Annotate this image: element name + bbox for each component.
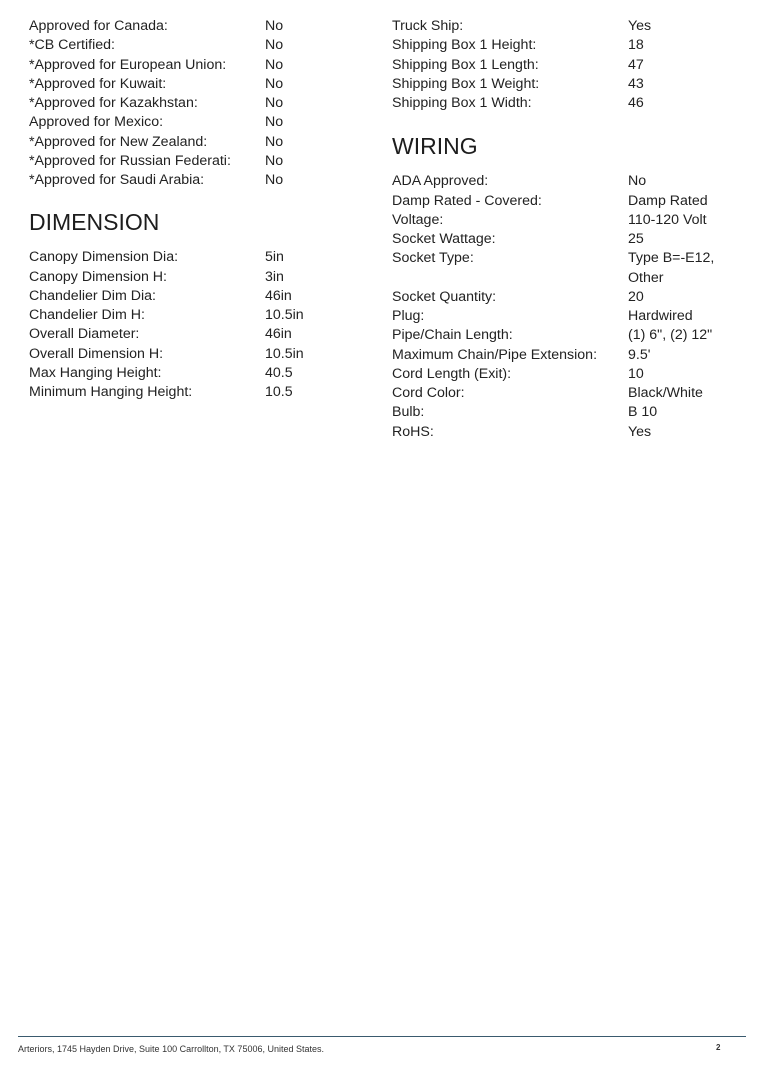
spec-row (29, 171, 359, 190)
spec-value: Hardwired (628, 308, 693, 324)
spec-row (29, 56, 359, 75)
spec-value: No (265, 75, 284, 92)
spec-row (392, 423, 742, 442)
spec-row (29, 268, 359, 287)
spec-value: No (265, 133, 284, 150)
spec-row (29, 94, 359, 113)
spec-value: 18 (628, 37, 644, 54)
spec-value: 10 (628, 365, 644, 382)
spec-value: B 10 (628, 404, 658, 421)
spec-row (29, 364, 359, 383)
spec-label: *Approved for Russian Federati: (29, 152, 231, 169)
spec-label: Plug: (392, 308, 425, 324)
spec-label: *Approved for New Zealand: (29, 133, 208, 150)
spec-value: 110-120 Volt (628, 211, 707, 228)
spec-row (392, 172, 742, 191)
spec-value: 10.5in (265, 345, 304, 362)
spec-row (392, 403, 742, 422)
dimension-heading: DIMENSION (29, 209, 160, 236)
spec-value: Yes (628, 18, 652, 34)
spec-label: Truck Ship: (392, 18, 464, 34)
spec-row (29, 248, 359, 267)
spec-value: (1) 6", (2) 12" (628, 327, 713, 344)
spec-label: Approved for Mexico: (29, 114, 164, 131)
spec-value: Type B=-E12, Other (628, 250, 715, 286)
spec-row (29, 36, 359, 55)
spec-label: Canopy Dimension H: (29, 268, 167, 285)
spec-label: Overall Diameter: (29, 326, 140, 343)
dimension-list (29, 248, 359, 402)
spec-row (29, 113, 359, 132)
spec-label: RoHS: (392, 423, 434, 440)
spec-row (29, 345, 359, 364)
approvals-list (29, 17, 359, 190)
spec-row (29, 383, 359, 402)
left-column (29, 17, 359, 402)
spec-row (392, 384, 742, 403)
spec-label: Maximum Chain/Pipe Extension: (392, 346, 598, 363)
spec-row (392, 94, 742, 113)
spec-label: Shipping Box 1 Length: (392, 56, 539, 73)
spec-label: Cord Length (Exit): (392, 365, 512, 382)
spec-value: No (265, 152, 284, 169)
spec-row (29, 325, 359, 344)
spec-row (392, 346, 742, 365)
spec-label: *CB Certified: (29, 37, 115, 54)
spec-row (29, 287, 359, 306)
spec-row (392, 211, 742, 230)
spec-label: Socket Quantity: (392, 288, 497, 305)
spec-value: No (265, 18, 284, 34)
wiring-list (392, 172, 742, 442)
spec-label: ADA Approved: (392, 173, 489, 190)
spec-value: 43 (628, 75, 644, 92)
spec-label: *Approved for European Union: (29, 56, 227, 73)
right-column (392, 17, 742, 442)
spec-value: 25 (628, 231, 644, 247)
spec-label: Overall Dimension H: (29, 345, 164, 362)
spec-value: No (265, 37, 284, 54)
spec-value: Yes (628, 423, 652, 440)
spec-row (392, 36, 742, 55)
spec-label: Shipping Box 1 Height: (392, 37, 537, 54)
spec-label: Minimum Hanging Height: (29, 384, 193, 400)
spec-label: Damp Rated - Covered: (392, 192, 542, 209)
spec-value: Black/White (628, 385, 703, 401)
spec-label: Shipping Box 1 Width: (392, 95, 532, 111)
spec-label: *Approved for Kazakhstan: (29, 95, 198, 111)
spec-label: Shipping Box 1 Weight: (392, 75, 540, 92)
spec-value: 5in (265, 249, 284, 266)
spec-label: Bulb: (392, 404, 425, 421)
spec-value: 46in (265, 326, 292, 343)
footer-divider (18, 1036, 746, 1037)
spec-value: No (265, 114, 284, 131)
spec-label: Chandelier Dim Dia: (29, 287, 156, 304)
spec-row (392, 230, 742, 249)
spec-value: 46in (265, 287, 292, 304)
spec-label: Cord Color: (392, 385, 465, 401)
spec-value: Damp Rated (628, 192, 708, 209)
spec-label: Approved for Canada: (29, 18, 168, 34)
spec-label: Socket Type: (392, 250, 474, 267)
spec-value: No (628, 173, 647, 190)
spec-row (29, 306, 359, 325)
spec-value: 9.5' (628, 346, 651, 363)
spec-value: 40.5 (265, 364, 293, 381)
page-number: 2 (716, 1043, 721, 1052)
spec-value: No (265, 172, 284, 188)
spec-row (392, 75, 742, 94)
spec-value: 20 (628, 288, 644, 305)
spec-value: No (265, 95, 284, 111)
spec-value: No (265, 56, 284, 73)
spec-value: 46 (628, 95, 644, 111)
spec-row (392, 326, 742, 345)
spec-row (392, 17, 742, 36)
spec-row (392, 307, 742, 326)
spec-row (29, 17, 359, 36)
spec-label: Voltage: (392, 211, 444, 228)
spec-row (29, 152, 359, 171)
spec-value: 47 (628, 56, 644, 73)
spec-value: 3in (265, 268, 284, 285)
spec-label: Canopy Dimension Dia: (29, 249, 179, 266)
footer-address: Arteriors, 1745 Hayden Drive, Suite 100 Carrollton, TX 75006, United States. (18, 1044, 324, 1054)
spec-row (392, 288, 742, 307)
spec-row (392, 365, 742, 384)
spec-label: Chandelier Dim H: (29, 307, 145, 323)
wiring-heading: WIRING (392, 133, 478, 160)
spec-value: 10.5in (265, 307, 304, 323)
spec-row (392, 56, 742, 75)
spec-row (392, 192, 742, 211)
spec-label: *Approved for Saudi Arabia: (29, 172, 205, 188)
spec-label: Pipe/Chain Length: (392, 327, 513, 344)
shipping-list (392, 17, 742, 113)
spec-label: Socket Wattage: (392, 231, 496, 247)
spec-row (392, 249, 742, 288)
spec-row (29, 75, 359, 94)
spec-label: *Approved for Kuwait: (29, 75, 167, 92)
spec-label: Max Hanging Height: (29, 364, 162, 381)
spec-value: 10.5 (265, 384, 293, 400)
spec-row (29, 133, 359, 152)
